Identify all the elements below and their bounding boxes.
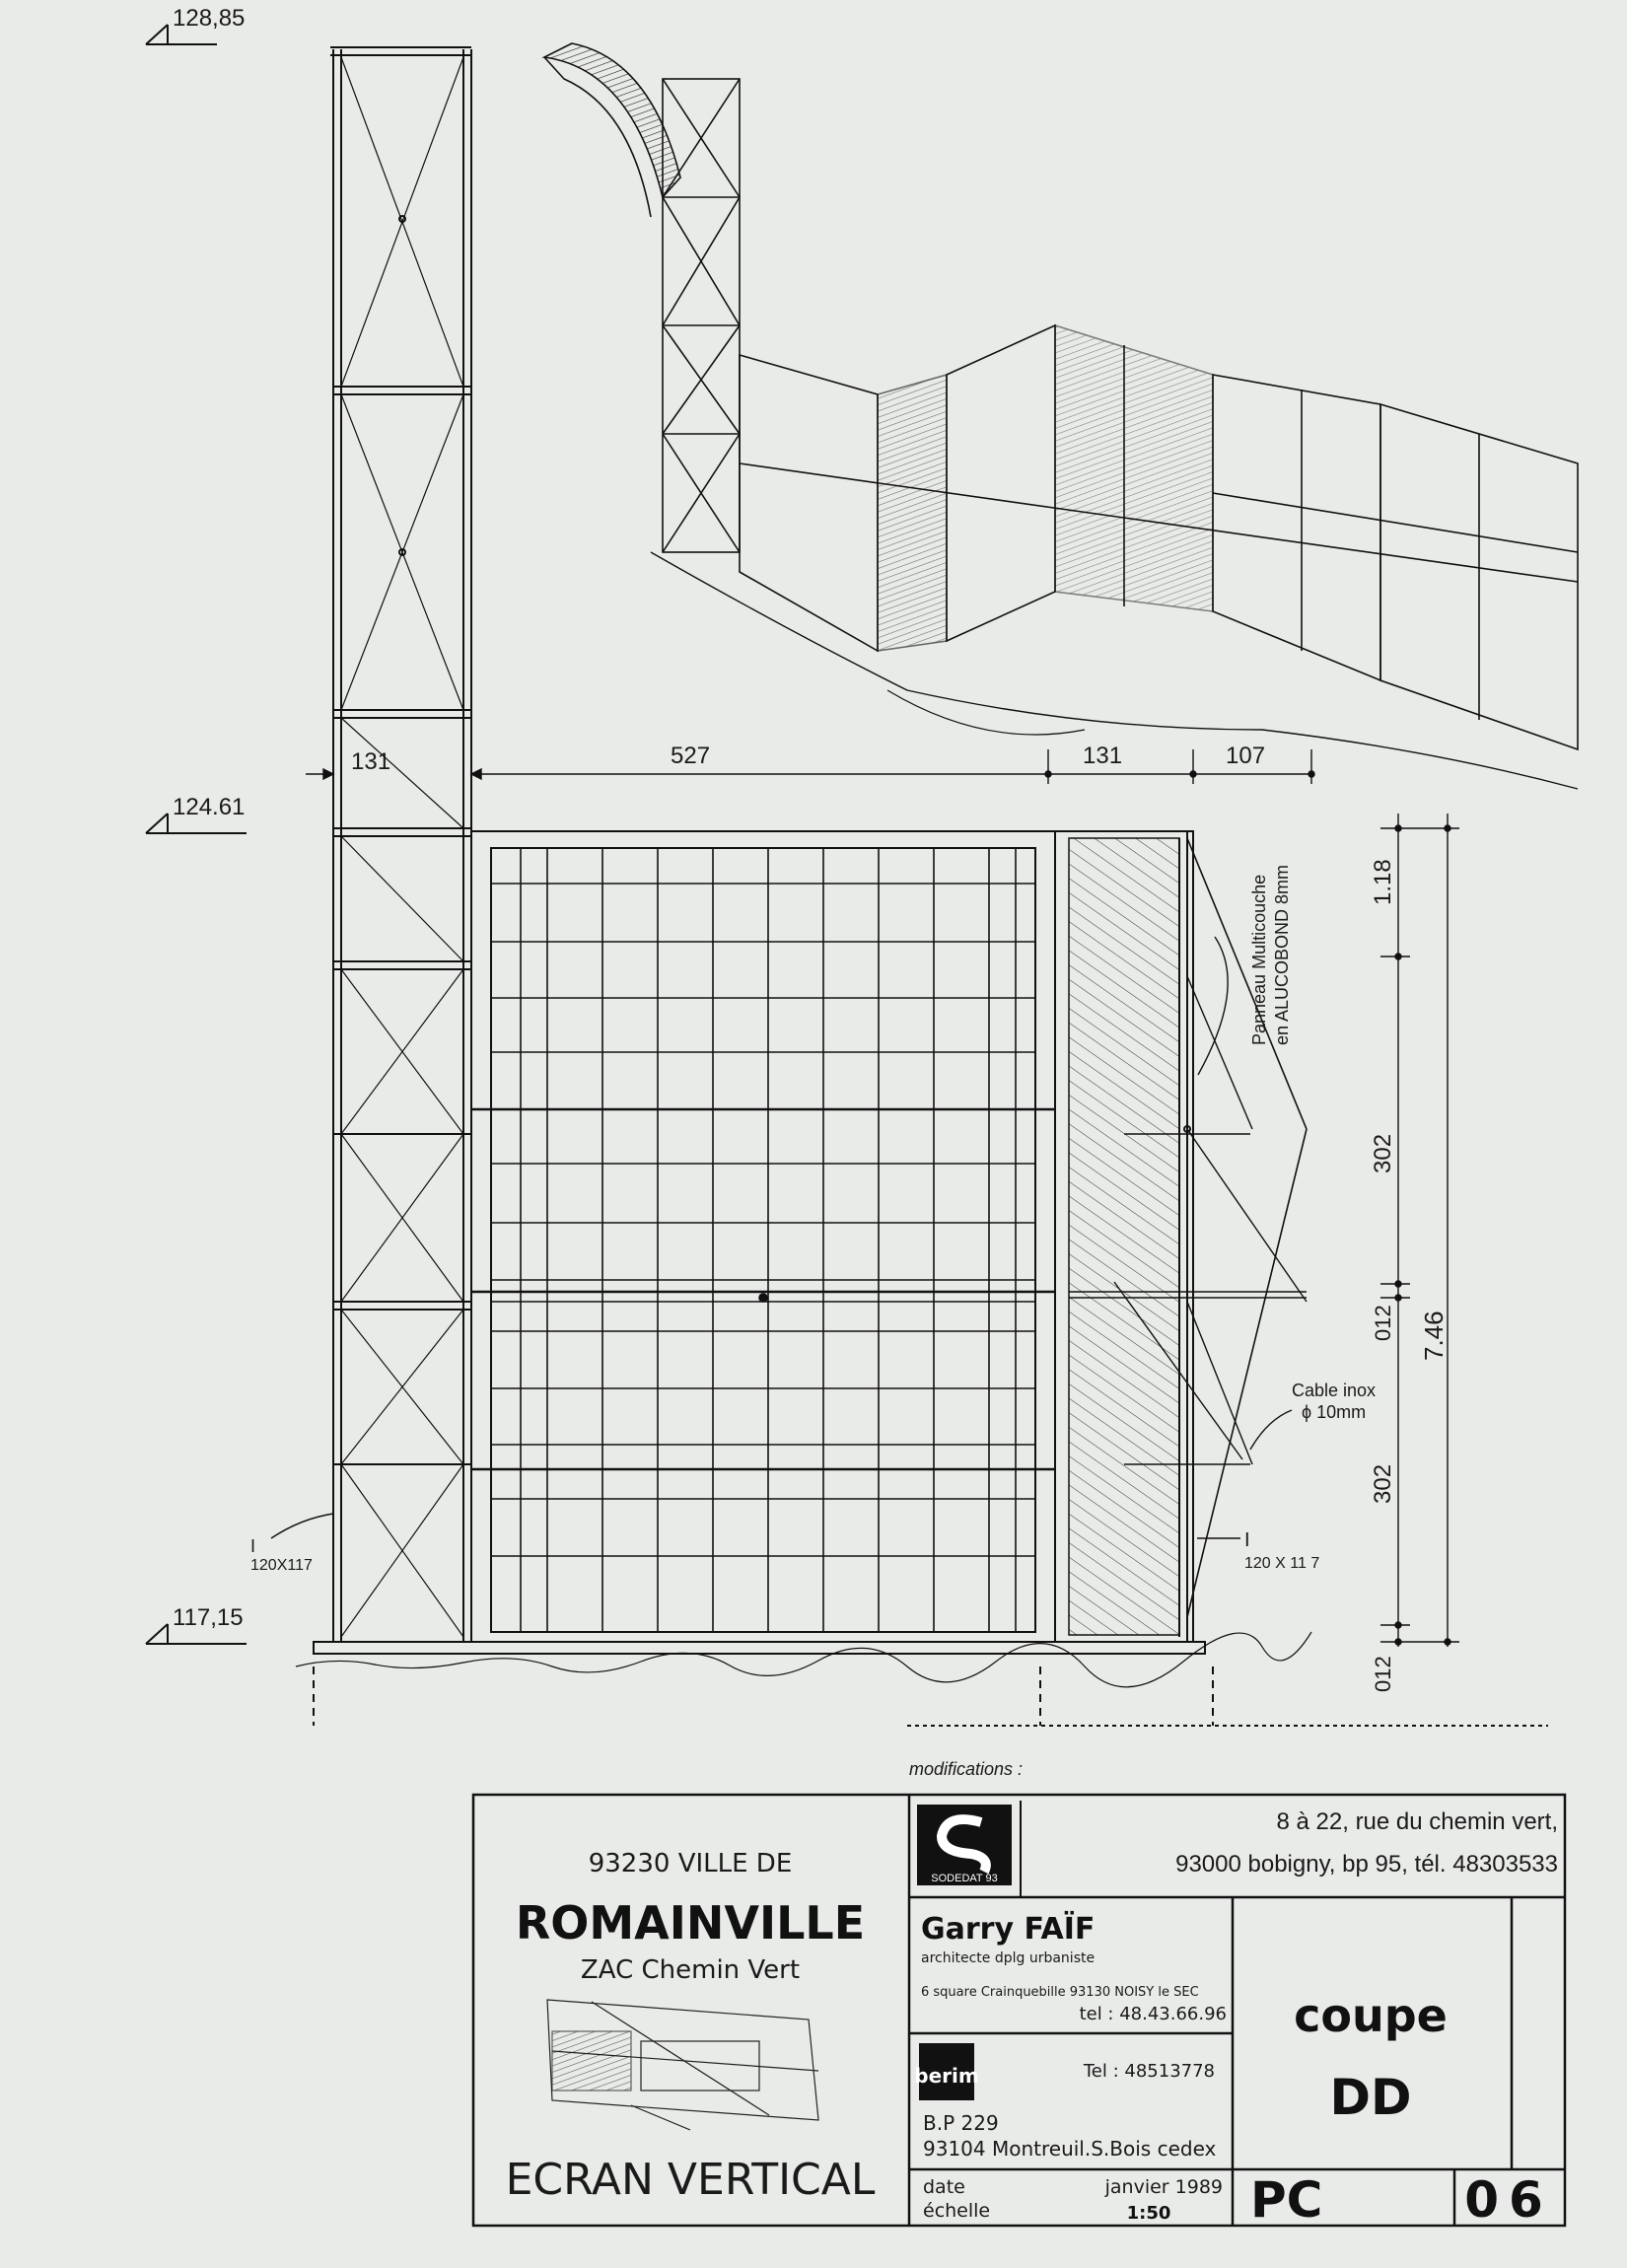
dim-v-2: 302 — [1370, 1133, 1396, 1173]
scale-value: 1:50 — [1126, 2203, 1171, 2224]
architect-title: architecte dplg urbaniste — [921, 1950, 1096, 1966]
cable-note-line2: ϕ 10mm — [1302, 1402, 1367, 1422]
architect-tel: tel : 48.43.66.96 — [1079, 2004, 1227, 2024]
bet-tel: Tel : 48513778 — [1083, 2061, 1215, 2082]
zac-name: ZAC Chemin Vert — [580, 1955, 801, 1985]
beam-left-label: 120X117 — [250, 1557, 313, 1574]
drawing-title-1: coupe — [1294, 1989, 1448, 2042]
date-label: date — [923, 2176, 965, 2198]
cable-note-line1: Cable inox — [1292, 1381, 1377, 1400]
cable-leader — [1250, 1410, 1292, 1450]
dim-v-5: 012 — [1371, 1656, 1395, 1692]
architect-name: Garry FAÏF — [921, 1912, 1096, 1947]
bet-address: 93104 Montreuil.S.Bois cedex — [923, 2137, 1217, 2161]
dim-v-total: 7.46 — [1419, 1311, 1449, 1361]
beam-right-note — [1197, 1529, 1319, 1572]
dim-v-1: 1.18 — [1370, 859, 1396, 905]
berim-logo-text: berim — [914, 2064, 979, 2088]
svg-text:I: I — [1244, 1529, 1250, 1551]
elevation-top-label: 128,85 — [173, 5, 246, 32]
dim-main-span: 527 — [671, 743, 711, 769]
modifications-label: modifications : — [909, 1759, 1024, 1779]
panel-leader — [1198, 937, 1228, 1075]
elevation-bottom-label: 117,15 — [173, 1604, 244, 1631]
city-name: ROMAINVILLE — [515, 1896, 866, 1949]
dim-v-3: 012 — [1371, 1305, 1395, 1341]
berim-logo — [914, 2043, 978, 2100]
dimension-vertical — [1380, 814, 1459, 1647]
main-glazed-grid — [471, 831, 1055, 1642]
sheet-number: 06 — [1464, 2171, 1553, 2229]
client-address-1: 8 à 22, rue du chemin vert, — [1276, 1808, 1558, 1835]
sodedat-logo — [917, 1805, 1012, 1885]
beam-left-note — [250, 1514, 333, 1574]
dim-right-a: 131 — [1083, 743, 1123, 769]
lattice-column — [330, 47, 471, 1642]
elevation-marker-mid — [146, 794, 247, 833]
ground-line — [296, 1632, 1548, 1726]
dim-right-b: 107 — [1226, 743, 1266, 769]
bet-bp: B.P 229 — [923, 2111, 999, 2135]
client-address-2: 93000 bobigny, bp 95, tél. 48303533 — [1175, 1851, 1558, 1878]
elevation-marker-bottom — [146, 1604, 247, 1644]
panel-note-line1: Panneau Multicouche — [1249, 874, 1269, 1045]
svg-text:I: I — [250, 1536, 256, 1556]
date-value: janvier 1989 — [1104, 2176, 1223, 2198]
dim-column-width: 131 — [351, 748, 391, 775]
drawing-title-2: DD — [1329, 2069, 1412, 2126]
phase-code: PC — [1250, 2171, 1323, 2229]
architect-address: 6 square Crainquebille 93130 NOISY le SEC — [921, 1985, 1199, 2000]
sodedat-logo-text: SODEDAT 93 — [931, 1873, 998, 1884]
perspective-sketch — [544, 43, 1578, 789]
dimension-horizontal — [306, 749, 1314, 784]
project-title: ECRAN VERTICAL — [505, 2155, 876, 2205]
scale-label: échelle — [923, 2200, 991, 2222]
grid-mullions — [471, 848, 1055, 1632]
panel-note-line2: en ALUCOBOND 8mm — [1272, 864, 1292, 1045]
dim-v-4: 302 — [1370, 1463, 1396, 1504]
elevation-marker-top — [146, 5, 245, 44]
postcode-city: 93230 VILLE DE — [588, 1849, 793, 1878]
beam-right-label: 120 X 11 7 — [1244, 1555, 1320, 1572]
site-plan-thumbnail — [547, 2000, 818, 2130]
elevation-mid-label: 124.61 — [173, 794, 246, 820]
